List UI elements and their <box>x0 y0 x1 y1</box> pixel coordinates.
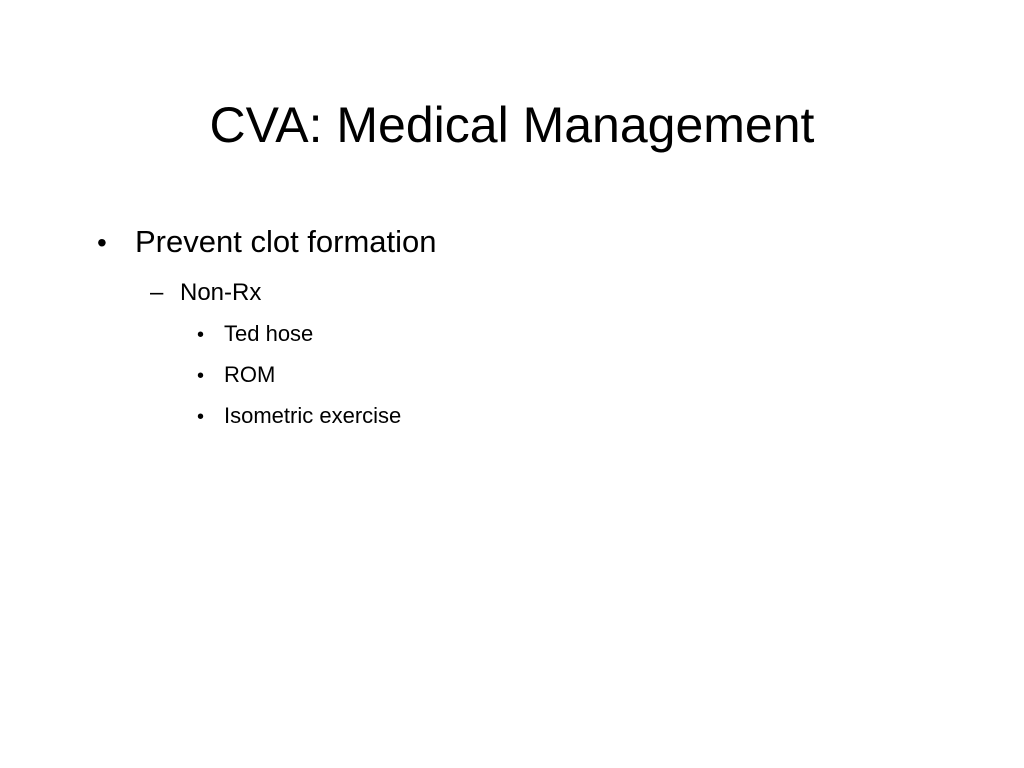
bullet-marker: • <box>197 406 205 428</box>
bullet-prevent-clot-formation <box>97 222 437 263</box>
bullet-marker: • <box>197 324 205 346</box>
sub-sub-bullet-ted-hose <box>197 320 313 349</box>
sub-sub-bullet-text: ROM <box>224 362 276 387</box>
sub-sub-bullet-rom <box>197 361 275 390</box>
sub-bullet-text: Non-Rx <box>180 279 262 306</box>
bullet-marker: • <box>197 365 205 387</box>
sub-sub-bullet-text: Ted hose <box>224 321 314 346</box>
sub-bullet-non-rx <box>150 278 261 308</box>
slide-title: CVA: Medical Management <box>209 97 815 153</box>
bullet-marker: • <box>97 227 107 258</box>
dash-marker: – <box>150 279 164 306</box>
bullet-text: Prevent clot formation <box>135 224 437 259</box>
sub-sub-bullet-text: Isometric exercise <box>224 403 402 428</box>
sub-sub-bullet-isometric-exercise <box>197 402 401 431</box>
